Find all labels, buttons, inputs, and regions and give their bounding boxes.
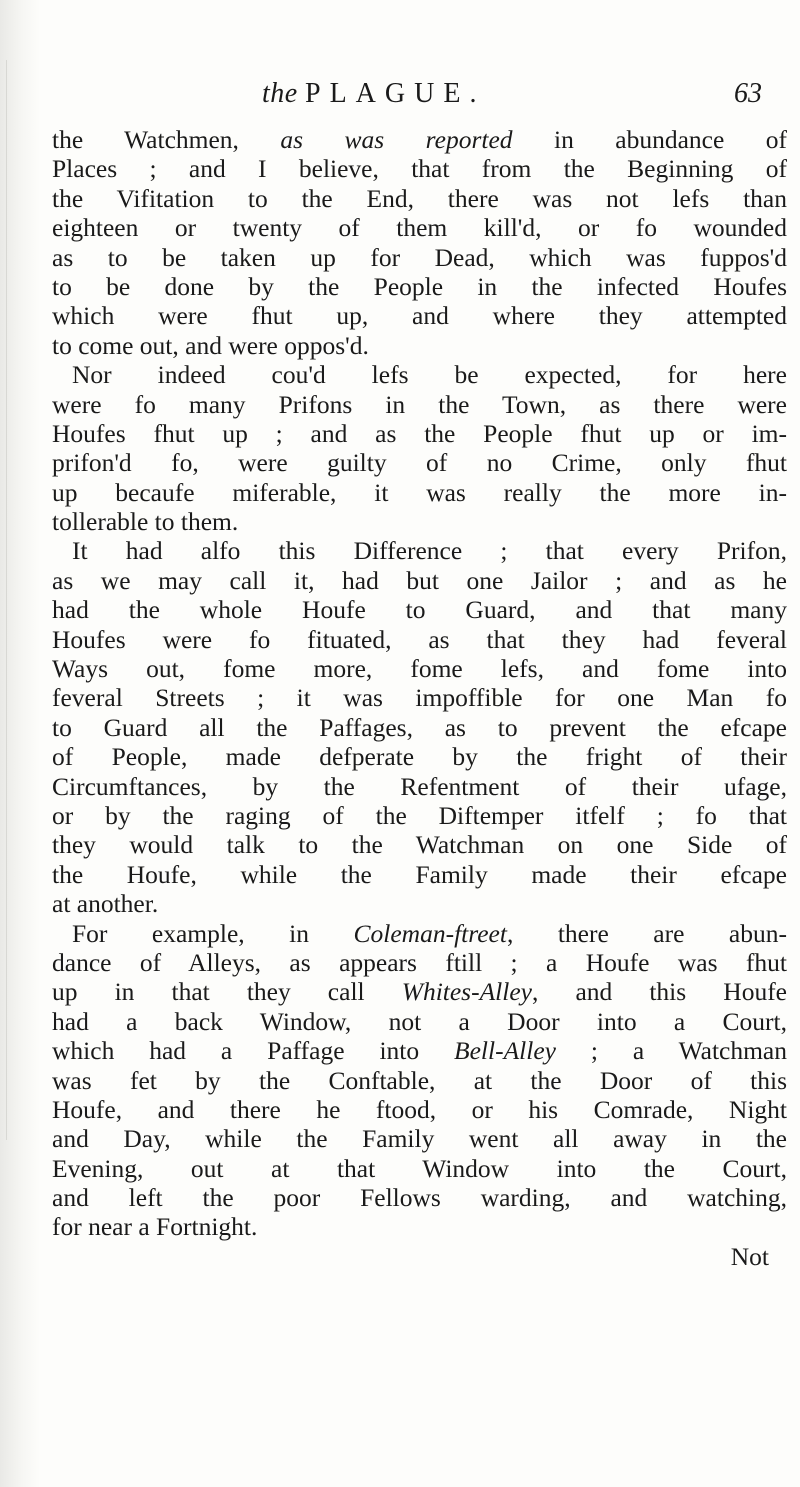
text-line bbox=[52, 154, 787, 183]
italic-phrase: Whites-Alley bbox=[401, 977, 532, 1007]
text-segment: up becaufe miferable, it was really the more in- bbox=[52, 477, 787, 507]
text-segment: , there are abun- bbox=[506, 918, 787, 948]
text-line bbox=[52, 860, 787, 889]
text-line bbox=[52, 478, 787, 507]
text-segment: Houfes fhut up ; and as the People fhut up or im- bbox=[52, 418, 787, 448]
text-segment: or by the raging of the Diftemper itfelf ; fo that bbox=[52, 800, 787, 830]
text-line bbox=[52, 801, 787, 830]
text-line bbox=[52, 448, 787, 477]
text-line bbox=[52, 713, 787, 742]
text-segment: Ways out, fome more, fome lefs, and fome into bbox=[52, 654, 787, 684]
text-segment: were fo many Prifons in the Town, as there were bbox=[52, 389, 787, 419]
text-line bbox=[52, 889, 787, 918]
text-segment: Circumftances, by the Refentment of their ufage, bbox=[52, 771, 787, 801]
text-line bbox=[52, 301, 787, 330]
text-segment: up in that they call bbox=[52, 977, 402, 1007]
text-segment: feveral Streets ; it was impoffible for one Man fo bbox=[52, 683, 787, 713]
text-segment: to come out, and were oppos'd. bbox=[52, 330, 369, 360]
text-segment: Evening, out at that Window into the Court, bbox=[52, 1153, 787, 1183]
text-line bbox=[52, 1036, 787, 1065]
text-line bbox=[52, 830, 787, 859]
italic-phrase: Coleman-ftreet bbox=[353, 918, 507, 948]
text-line bbox=[52, 360, 787, 389]
text-line bbox=[52, 243, 787, 272]
italic-phrase: Bell-Alley bbox=[454, 1036, 556, 1066]
text-segment: It had alfo this Difference ; that every Prifon, bbox=[72, 536, 787, 566]
text-segment: was fet by the Conftable, at the Door of this bbox=[52, 1065, 787, 1095]
text-segment: in abundance of bbox=[512, 125, 787, 154]
text-line bbox=[52, 1154, 787, 1183]
text-line bbox=[52, 125, 787, 154]
text-segment: had the whole Houfe to Guard, and that many bbox=[52, 595, 787, 625]
text-line bbox=[52, 919, 787, 948]
page-edge bbox=[6, 60, 7, 1140]
text-line bbox=[52, 742, 787, 771]
text-segment: the Watchmen, bbox=[52, 125, 281, 154]
text-segment: for near a Fortnight. bbox=[52, 1212, 258, 1242]
text-segment: For example, in bbox=[72, 918, 354, 948]
catchword bbox=[52, 1242, 787, 1271]
text-segment: which had a Paffage into bbox=[52, 1036, 455, 1066]
text-line bbox=[52, 683, 787, 712]
text-segment: and Day, while the Family went all away in the bbox=[52, 1124, 787, 1154]
text-segment: to be done by the People in the infected Houfes bbox=[52, 271, 787, 301]
text-segment: they would talk to the Watchman on one Side of bbox=[52, 830, 787, 860]
text-line bbox=[52, 1066, 787, 1095]
text-segment: as we may call it, had but one Jailor ; and as he bbox=[52, 565, 787, 595]
text-segment: Not bbox=[730, 1241, 769, 1271]
text-line bbox=[52, 507, 787, 536]
text-line bbox=[52, 654, 787, 683]
text-line bbox=[52, 595, 787, 624]
text-line bbox=[52, 390, 787, 419]
text-line bbox=[52, 536, 787, 565]
text-line bbox=[52, 184, 787, 213]
text-segment: Nor indeed cou'd lefs be expected, for here bbox=[72, 360, 787, 390]
text-segment: which were fhut up, and where they attempted bbox=[52, 301, 787, 331]
text-segment: prifon'd fo, were guilty of no Crime, only fhut bbox=[52, 448, 787, 478]
text-segment: had a back Window, not a Door into a Court, bbox=[52, 1006, 787, 1036]
text-line bbox=[52, 772, 787, 801]
text-line bbox=[52, 1007, 787, 1036]
text-segment: tollerable to them. bbox=[52, 507, 239, 537]
text-segment: Houfes were fo fituated, as that they had feveral bbox=[52, 624, 787, 654]
text-line bbox=[52, 948, 787, 977]
text-segment: Houfe, and there he ftood, or his Comrade, Night bbox=[52, 1094, 787, 1124]
running-head-title: PLAGUE. bbox=[305, 78, 486, 109]
text-line bbox=[52, 566, 787, 595]
text-segment: the Houfe, while the Family made their efcape bbox=[52, 859, 787, 889]
text-segment: of People, made defperate by the fright of their bbox=[52, 742, 787, 772]
text-segment: eighteen or twenty of them kill'd, or fo wounded bbox=[52, 213, 787, 243]
text-line bbox=[52, 1095, 787, 1124]
text-segment: dance of Alleys, as appears ftill ; a Houfe was fhut bbox=[52, 947, 787, 977]
running-head-prefix: the bbox=[262, 78, 298, 109]
text-segment: as to be taken up for Dead, which was fuppos'd bbox=[52, 242, 787, 272]
text-line bbox=[52, 1124, 787, 1153]
text-line bbox=[52, 977, 787, 1006]
italic-phrase: as was reported bbox=[280, 125, 513, 154]
text-line bbox=[52, 1212, 787, 1241]
text-segment: at another. bbox=[52, 889, 159, 919]
running-head bbox=[0, 78, 800, 118]
text-segment: , and this Houfe bbox=[531, 977, 787, 1007]
text-line bbox=[52, 331, 787, 360]
page-number: 63 bbox=[734, 78, 762, 109]
text-line bbox=[52, 213, 787, 242]
text-line bbox=[52, 272, 787, 301]
text-line bbox=[52, 1183, 787, 1212]
text-segment: and left the poor Fellows warding, and watching, bbox=[52, 1183, 787, 1213]
text-segment: the Vifitation to the End, there was not lefs than bbox=[52, 183, 787, 213]
text-line bbox=[52, 625, 787, 654]
text-segment: ; a Watchman bbox=[555, 1036, 787, 1066]
text-segment: to Guard all the Paffages, as to prevent the efcape bbox=[52, 712, 787, 742]
body-text bbox=[52, 125, 787, 1271]
text-segment: Places ; and I believe, that from the Beginning of bbox=[52, 154, 787, 184]
text-line bbox=[52, 419, 787, 448]
